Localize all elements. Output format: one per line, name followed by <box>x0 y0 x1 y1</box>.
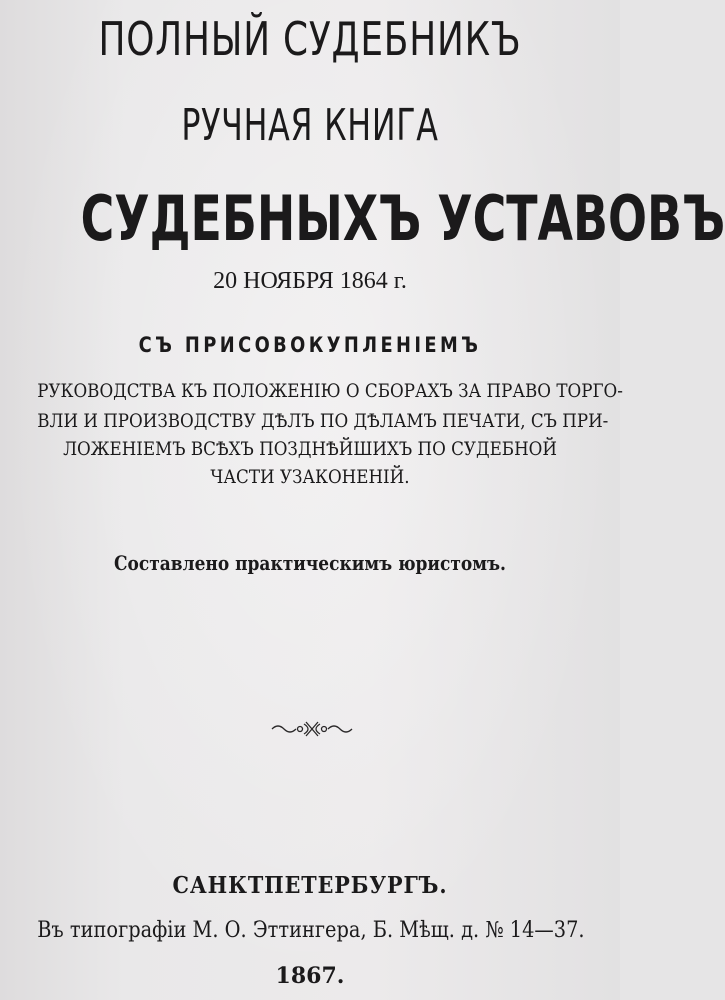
publication-year: 1867. <box>275 963 345 989</box>
title-line-3: СУДЕБНЫХЪ УСТАВОВЪ <box>80 182 725 255</box>
ornament-divider-icon <box>270 718 354 740</box>
body-line-4: ЧАСТИ УЗАКОНЕНІЙ. <box>210 466 410 488</box>
printer-imprint: Въ типографіи М. О. Эттингера, Б. Мѣщ. д. № 14—37. <box>37 918 585 943</box>
title-line-2: РУЧНАЯ КНИГА <box>181 100 439 151</box>
statute-date: 20 НОЯБРЯ 1864 г. <box>213 268 407 294</box>
body-line-1: РУКОВОДСТВА КЪ ПОЛОЖЕНІЮ О СБОРАХЪ ЗА ПРАВО ТОРГО- <box>37 380 623 402</box>
publication-city: САНКТПЕТЕРБУРГЪ. <box>172 872 448 899</box>
body-line-2: ВЛИ И ПРОИЗВОДСТВУ ДѢЛЪ ПО ДѢЛАМЪ ПЕЧАТИ, СЪ ПРИ- <box>37 410 609 432</box>
body-line-3: ЛОЖЕНІЕМЪ ВСѢХЪ ПОЗДНѢЙШИХЪ ПО СУДЕБНОЙ <box>63 438 557 460</box>
subtitle: СЪ ПРИСОВОКУПЛЕНІЕМЪ <box>138 333 482 357</box>
compiled-by: Составлено практическимъ юристомъ. <box>114 551 506 575</box>
title-line-1: ПОЛНЫЙ СУДЕБНИКЪ <box>98 12 522 66</box>
